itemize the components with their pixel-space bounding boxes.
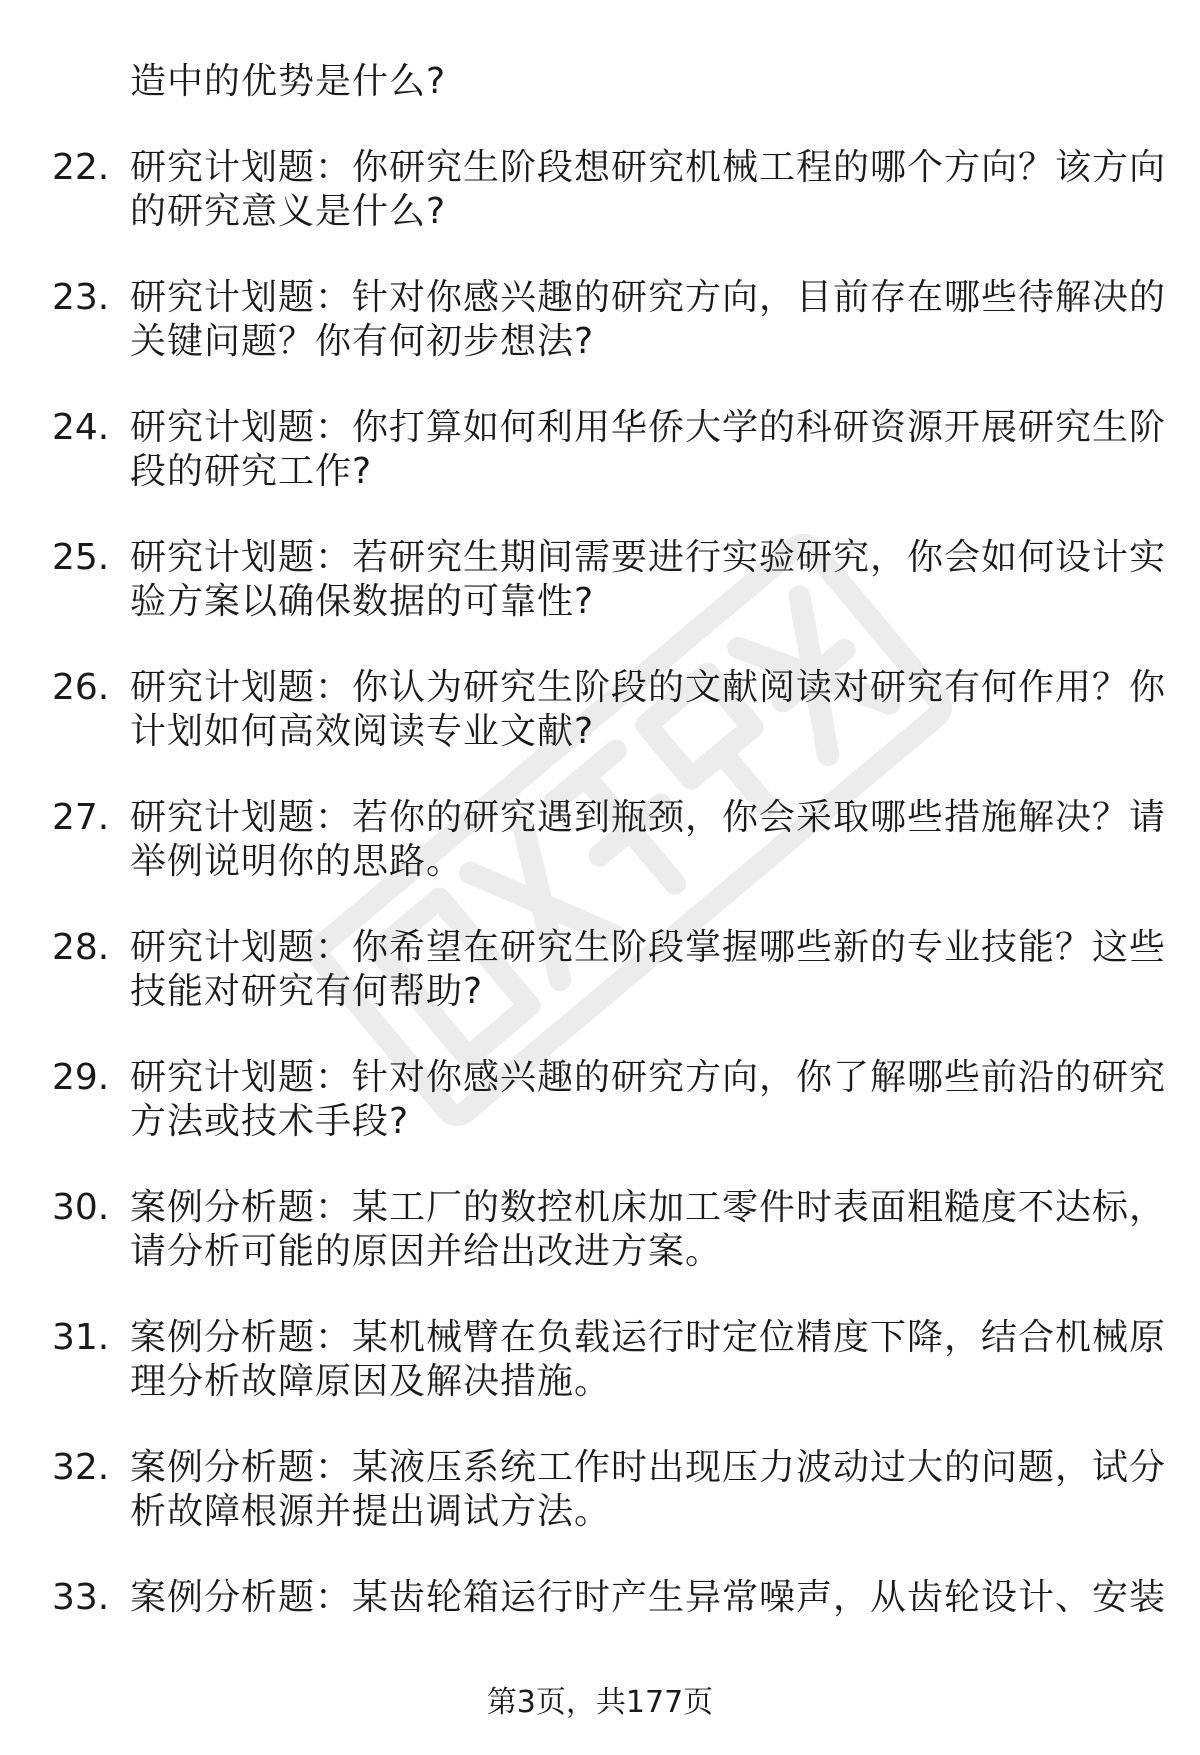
question-number: 29. — [52, 1057, 110, 1098]
question-text-line2: 理分析故障原因及解决措施。 — [130, 1361, 612, 1402]
question-text-line1: 研究计划题：若你的研究遇到瓶颈，你会采取哪些措施解决？请 — [130, 797, 1167, 838]
question-item-25 — [0, 536, 1200, 624]
question-text-line2: 技能对研究有何帮助? — [130, 971, 484, 1012]
question-number: 27. — [52, 797, 110, 838]
question-item-27 — [0, 796, 1200, 884]
question-item-31 — [0, 1316, 1200, 1404]
question-number: 33. — [52, 1577, 110, 1618]
question-list — [0, 60, 1200, 1620]
question-number: 30. — [52, 1187, 110, 1228]
question-number: 23. — [52, 277, 110, 318]
question-item-22 — [0, 146, 1200, 234]
question-item-23 — [0, 276, 1200, 364]
question-item-29 — [0, 1056, 1200, 1144]
question-text-line1: 研究计划题：你希望在研究生阶段掌握哪些新的专业技能？这些 — [130, 927, 1167, 968]
question-text-line1: 案例分析题：某工厂的数控机床加工零件时表面粗糙度不达标， — [130, 1187, 1167, 1228]
question-text-line1: 案例分析题：某液压系统工作时出现压力波动过大的问题，试分 — [130, 1447, 1167, 1488]
question-item-24 — [0, 406, 1200, 494]
question-text-line2: 验方案以确保数据的可靠性? — [130, 581, 595, 622]
question-item-26 — [0, 666, 1200, 754]
question-text-line1: 研究计划题：若研究生期间需要进行实验研究，你会如何设计实 — [130, 537, 1167, 578]
question-item-30 — [0, 1186, 1200, 1274]
question-number: 31. — [52, 1317, 110, 1358]
question-number: 32. — [52, 1447, 110, 1488]
question-text-line1: 案例分析题：某机械臂在负载运行时定位精度下降，结合机械原 — [130, 1317, 1167, 1358]
question-item-33 — [0, 1576, 1200, 1620]
question-text-line2: 关键问题？你有何初步想法? — [130, 321, 595, 362]
question-text-line1: 研究计划题：你认为研究生阶段的文献阅读对研究有何作用？你 — [130, 667, 1167, 708]
question-text-line1: 研究计划题：你打算如何利用华侨大学的科研资源开展研究生阶 — [130, 407, 1167, 448]
question-text-line1: 研究计划题：你研究生阶段想研究机械工程的哪个方向？该方向 — [130, 147, 1167, 188]
question-number: 28. — [52, 927, 110, 968]
question-text-line1: 案例分析题：某齿轮箱运行时产生异常噪声，从齿轮设计、安装 — [130, 1577, 1167, 1618]
question-text-line2: 计划如何高效阅读专业文献? — [130, 711, 595, 752]
question-text-line2: 段的研究工作? — [130, 451, 373, 492]
page-footer: 第3页，共177页 — [486, 1685, 714, 1720]
question-text-line2: 请分析可能的原因并给出改进方案。 — [130, 1231, 723, 1272]
question-text-line2: 方法或技术手段? — [130, 1101, 410, 1142]
question-number: 24. — [52, 407, 110, 448]
question-item-32 — [0, 1446, 1200, 1534]
question-text-line2: 举例说明你的思路。 — [130, 841, 464, 882]
question-number: 22. — [52, 147, 110, 188]
question-text-line1: 研究计划题：针对你感兴趣的研究方向，你了解哪些前沿的研究 — [130, 1057, 1167, 1098]
question-item-28 — [0, 926, 1200, 1014]
question-text-line2: 析故障根源并提出调试方法。 — [130, 1491, 612, 1532]
question-text-line2: 的研究意义是什么? — [130, 191, 447, 232]
continuation-line: 造中的优势是什么? — [130, 61, 447, 102]
question-number: 26. — [52, 667, 110, 708]
question-number: 25. — [52, 537, 110, 578]
question-text-line1: 研究计划题：针对你感兴趣的研究方向，目前存在哪些待解决的 — [130, 277, 1167, 318]
